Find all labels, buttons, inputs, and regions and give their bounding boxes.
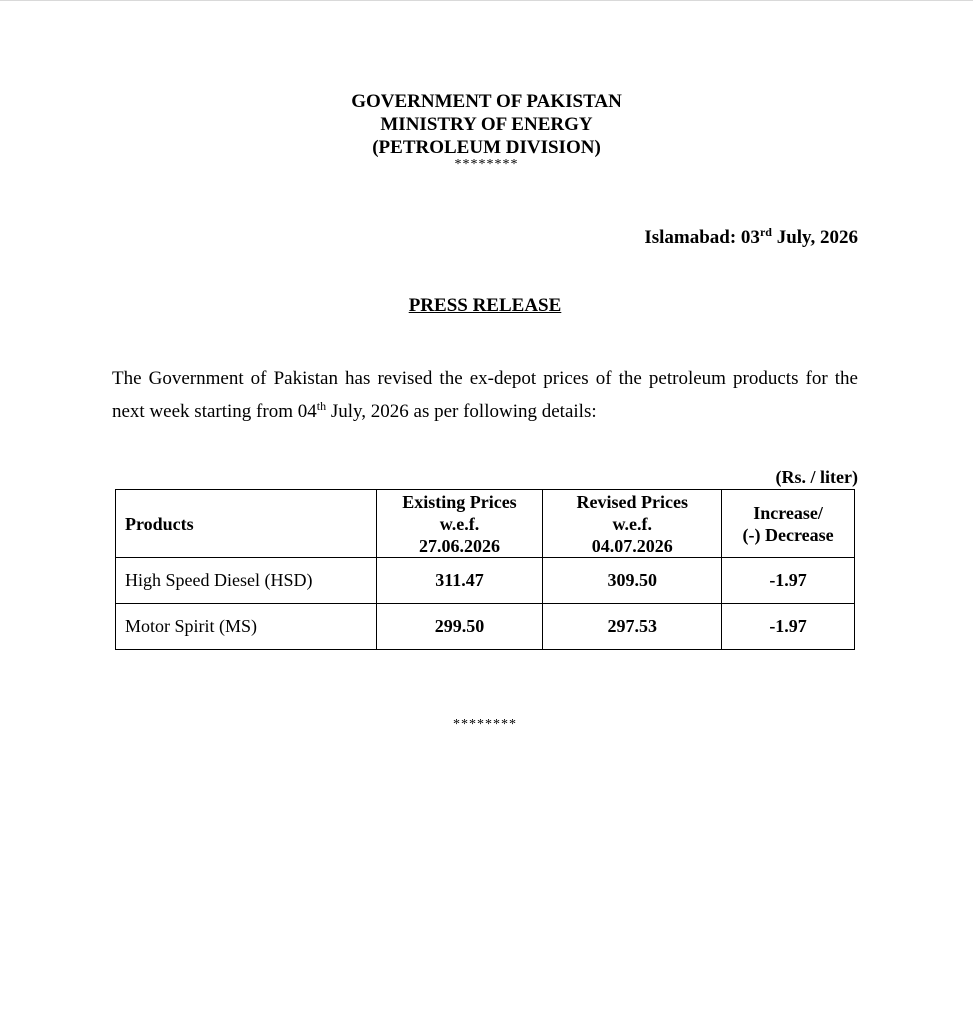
header-change-line2: (-) Decrease [742, 524, 834, 545]
price-change: -1.97 [722, 604, 855, 650]
date-prefix: Islamabad: 03 [644, 227, 760, 248]
press-release-title: PRESS RELEASE [408, 295, 562, 316]
table-row [116, 604, 855, 650]
header-existing-line1: Existing Prices [402, 491, 517, 512]
unit-label: (Rs. / liter) [775, 467, 858, 487]
table-row [116, 558, 855, 604]
paragraph-text-end: July, 2026 as per following details: [326, 401, 597, 422]
header-existing-prices [376, 490, 543, 558]
letterhead [0, 90, 973, 171]
header-revised-prices [543, 490, 722, 558]
table-header-row [116, 490, 855, 558]
header-existing-date: 27.06.2026 [418, 535, 500, 556]
page-top-border [0, 0, 973, 1]
header-products: Products [116, 490, 377, 558]
government-heading: GOVERNMENT OF PAKISTAN [351, 91, 622, 112]
ministry-heading: MINISTRY OF ENERGY [380, 114, 593, 135]
revised-price: 309.50 [543, 558, 722, 604]
header-revised-line2: w.e.f. [612, 513, 652, 534]
product-name: Motor Spirit (MS) [116, 604, 377, 650]
date-ordinal-suffix: rd [759, 225, 772, 239]
existing-price: 299.50 [376, 604, 543, 650]
existing-price: 311.47 [376, 558, 543, 604]
header-change-line1: Increase/ [753, 502, 823, 523]
price-change: -1.97 [722, 558, 855, 604]
announcement-paragraph [112, 362, 858, 428]
division-heading: (PETROLEUM DIVISION) [372, 137, 601, 158]
paragraph-ordinal-suffix: th [316, 399, 327, 413]
place-date-line [644, 226, 858, 250]
header-revised-line1: Revised Prices [576, 491, 688, 512]
date-rest: July, 2026 [771, 227, 858, 248]
price-table [115, 489, 855, 650]
paragraph-text-start: The Government of Pakistan has revised the ex-depot prices of the petroleum products for the next week starting from 04 [112, 368, 858, 422]
header-asterisk-divider: ******** [454, 157, 519, 172]
revised-price: 297.53 [543, 604, 722, 650]
press-release-title-wrap [0, 294, 970, 318]
header-increase-decrease [722, 490, 855, 558]
header-revised-date: 04.07.2026 [591, 535, 673, 556]
header-existing-line2: w.e.f. [439, 513, 480, 534]
footer-asterisk-divider: ******** [453, 717, 517, 732]
product-name: High Speed Diesel (HSD) [116, 558, 377, 604]
